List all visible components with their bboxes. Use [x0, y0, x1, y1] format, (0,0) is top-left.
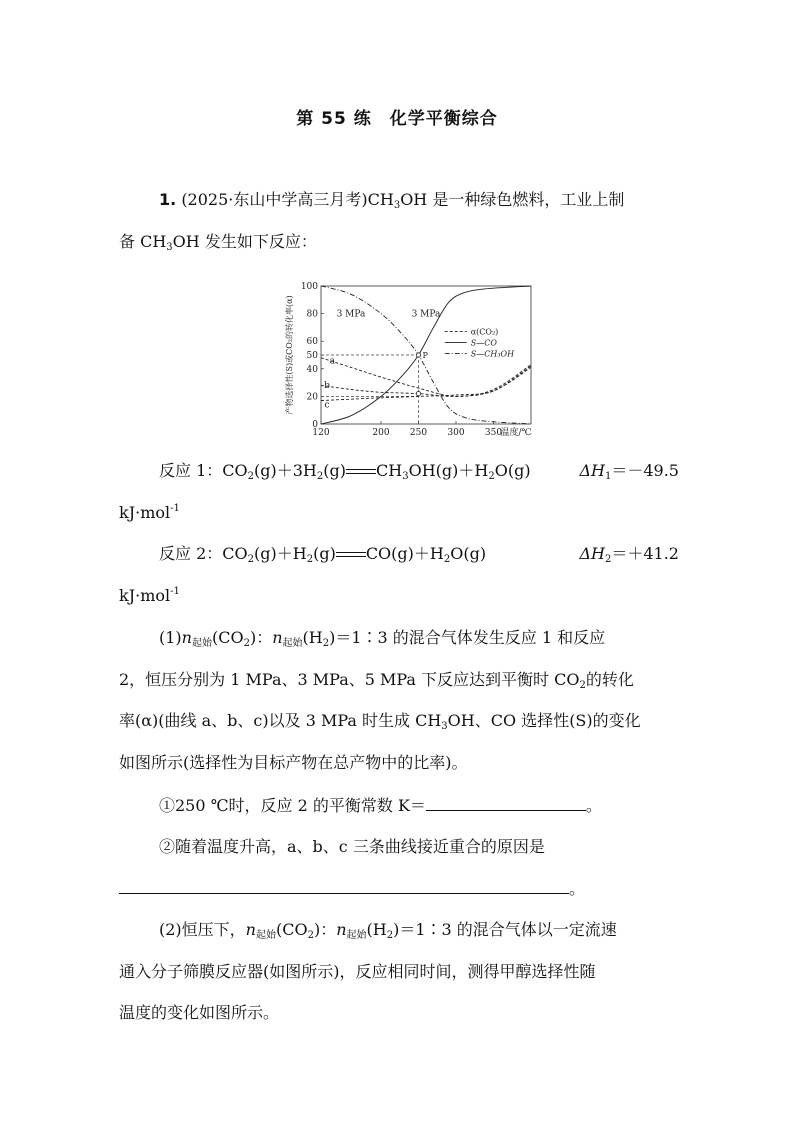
curve-label-c: c — [324, 400, 330, 411]
question-1-sub-b: ②随着温度升高，a、b、c 三条曲线接近重合的原因是 — [159, 837, 545, 856]
reaction-1-unit: kJ·mol$^{-1}$ — [119, 503, 180, 522]
annotation-pressure-right: 3 MPa — [411, 309, 441, 320]
question-intro-line-2: 备 $CH_3OH$ 发生如下反应： — [119, 232, 317, 253]
question-source: (2025·东山中学高三月考) — [181, 190, 368, 209]
y-tick-label: 40 — [306, 364, 318, 375]
series-line-2 — [321, 358, 531, 397]
reaction-2-line — [159, 543, 679, 565]
page-title: 第 55 练 化学平衡综合 — [296, 109, 498, 129]
curve-label-b: b — [324, 381, 330, 392]
x-tick-label: 120 — [312, 428, 330, 438]
legend-label: S—CO — [470, 338, 497, 348]
y-tick-label: 0 — [312, 420, 318, 430]
y-tick-label: 100 — [300, 282, 318, 292]
reaction-2-enthalpy: $\Delta H_2=+41.2$ — [579, 544, 679, 565]
series-line-3 — [321, 366, 531, 396]
legend-label: α(CO₂) — [470, 327, 499, 337]
answer-blank-k[interactable] — [426, 794, 586, 811]
reaction-1-line — [159, 460, 679, 482]
part-1-line-1: $(1)n_{起始}(CO_2)$：$n_{起始}(H_2)=1∶3$ 的混合气体发生反应 1 和反应 — [159, 628, 606, 649]
equilibrium-arrow-icon — [346, 467, 376, 477]
curve-label-a: a — [329, 356, 335, 367]
part-2-line-2: 通入分子筛膜反应器(如图所示)，反应相同时间，测得甲醇选择性随 — [119, 962, 596, 981]
part-1-line-2: 2，恒压分别为 1 MPa、3 MPa、5 MPa 下反应达到平衡时 $CO_2$的转化 — [119, 670, 634, 691]
series-line-4 — [321, 367, 531, 400]
data-point-1 — [416, 391, 420, 395]
x-tick-label: 300 — [447, 428, 465, 438]
equilibrium-chart — [283, 268, 533, 448]
answer-blank-reason[interactable] — [119, 877, 569, 894]
y-tick-label: 50 — [306, 351, 318, 361]
data-point-0 — [416, 353, 420, 357]
reaction-2-equation: 反应 2：$CO_2(g)+H_2(g)$ $CO(g)+H_2O(g)$ — [159, 544, 487, 565]
x-tick-label: 250 — [409, 428, 428, 438]
question-number: 1. — [159, 190, 177, 209]
part-2-line-1: (2)恒压下，$n_{起始}(CO_2)$：$n_{起始}(H_2)=1∶3$ 的混合气体以一定流速 — [159, 920, 617, 941]
y-axis-label: 产物选择性(S)或CO₂的转化率(α) — [285, 295, 294, 415]
annotation-pressure-left: 3 MPa — [336, 309, 366, 320]
point-label: P — [422, 351, 428, 360]
x-axis-label: 温度/℃ — [500, 428, 532, 438]
x-tick-label: 350 — [484, 428, 503, 438]
y-tick-label: 60 — [306, 337, 318, 348]
part-2-line-3: 温度的变化如图所示。 — [119, 1003, 280, 1022]
question-1-sub-b-blank-line: 。 — [119, 877, 679, 900]
part-1-line-4: 如图所示(选择性为目标产物在总产物中的比率)。 — [119, 753, 468, 772]
x-tick-label: 200 — [372, 428, 390, 438]
question-1-sub-a: ①250 ℃时，反应 2 的平衡常数 K＝ 。 — [159, 796, 602, 815]
equilibrium-arrow-icon — [336, 550, 366, 560]
reaction-1-enthalpy: $\Delta H_1=-49.5$ — [579, 461, 679, 482]
y-tick-label: 20 — [306, 392, 318, 403]
reaction-1-equation: 反应 1：$CO_2(g)+3H_2(g)$ $CH_3OH(g)+H_2O(g)$ — [159, 461, 531, 482]
part-1-line-3: 率(α)(曲线 a、b、c)以及 3 MPa 时生成 $CH_3OH$、CO 选择性(S)的变化 — [119, 711, 641, 732]
y-tick-label: 80 — [306, 309, 318, 320]
legend-label: S—CH₃OH — [470, 349, 515, 359]
question-intro-line: 1. (2025·东山中学高三月考)$CH_3OH$ 是一种绿色燃料，工业上制 — [159, 190, 625, 211]
reaction-2-unit: kJ·mol$^{-1}$ — [119, 586, 180, 605]
chart-svg — [283, 268, 533, 448]
